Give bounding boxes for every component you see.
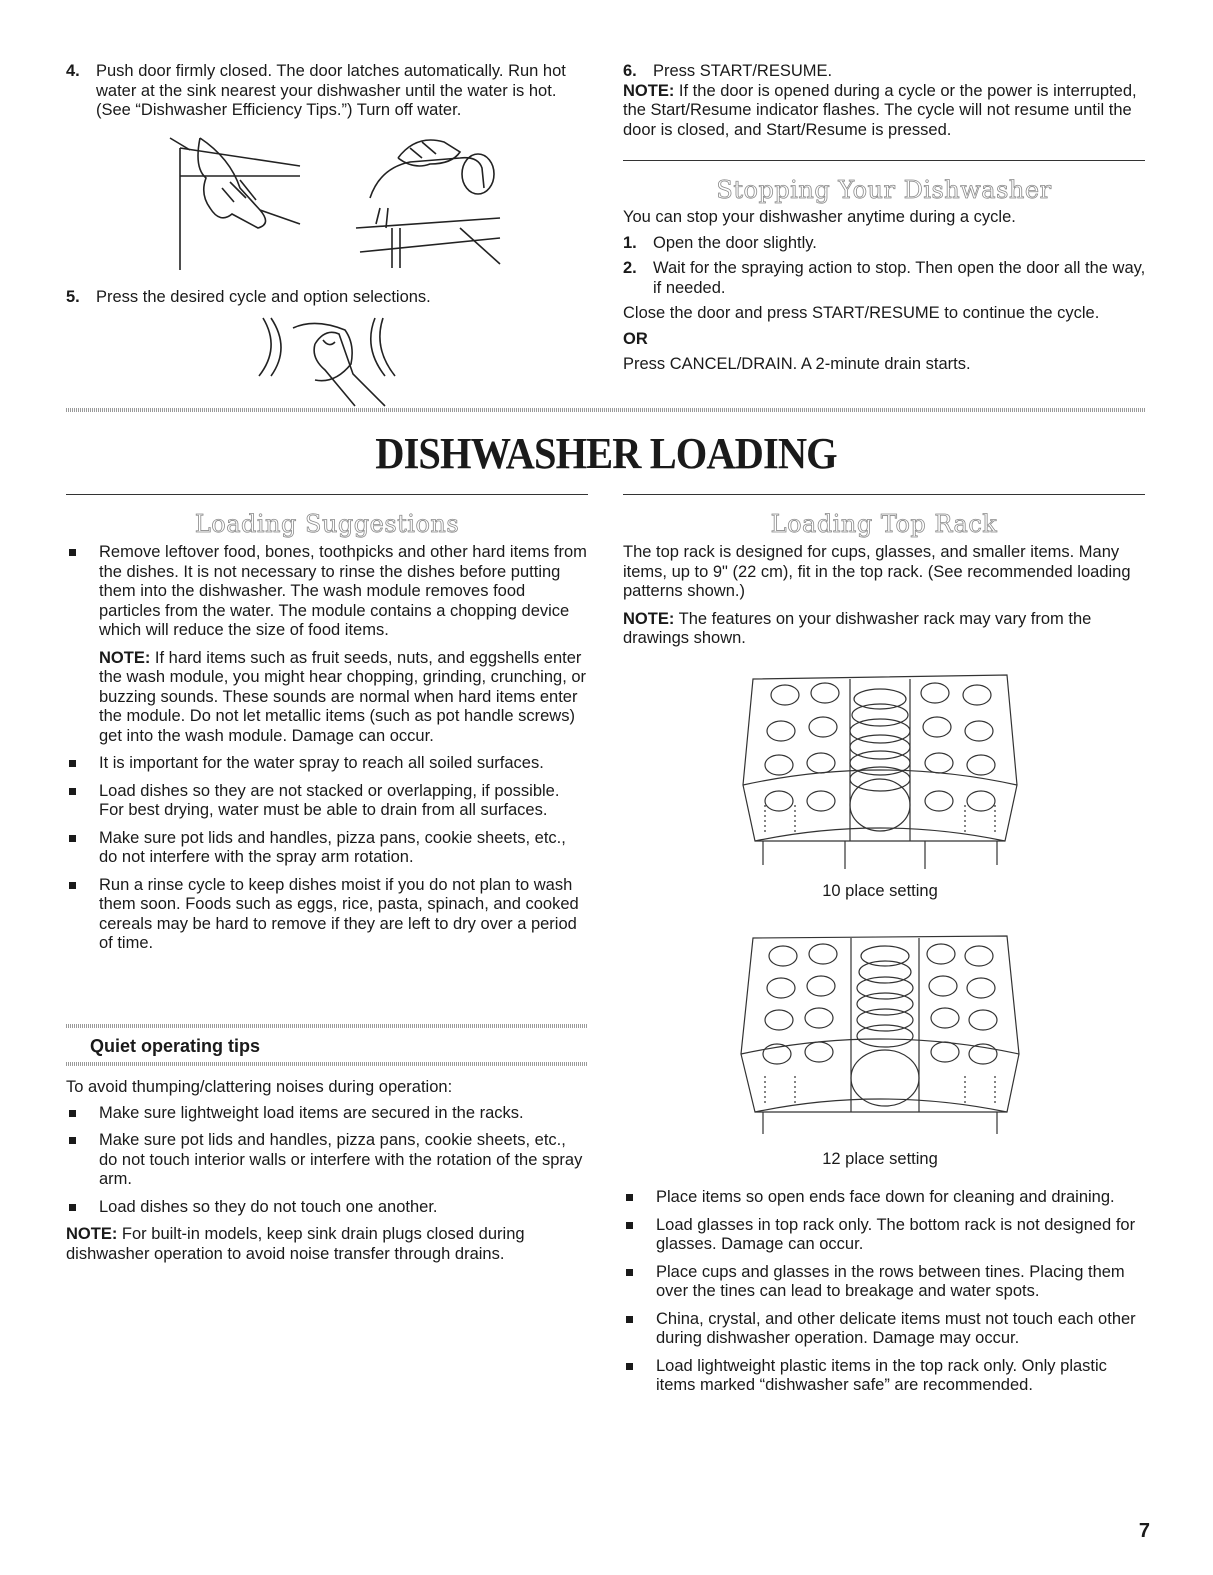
top-rack-list [623,1188,1148,1396]
step-text: Press START/RESUME. [653,62,833,80]
note-text: The features on your dishwasher rack may vary from the drawings shown. [623,609,1092,647]
press-button-illustration [255,314,405,414]
rack-12-place-setting-illustration [735,928,1025,1143]
wash-module-note [99,649,588,747]
step-number: 4. [66,62,80,80]
step-text: Press the desired cycle and option selections. [96,288,431,306]
bullet-icon [623,1216,656,1255]
loading-top-rack-heading: Loading Top Rack [770,510,998,538]
page-number: 7 [1138,1520,1150,1542]
list-item-text: Make sure pot lids and handles, pizza pans, cookie sheets, etc., do not interfere with the spray arm rotation. [99,828,566,866]
list-item-text: Make sure lightweight load items are secured in the racks. [99,1103,524,1122]
bullet-icon [623,1263,656,1302]
note-text: For built-in models, keep sink drain plugs closed during dishwasher operation to avoid noise transfer through drains. [66,1225,525,1263]
stopping-intro: You can stop your dishwasher anytime during a cycle. [623,208,1016,226]
top-left-column [66,62,588,121]
bullet-icon [623,1310,656,1349]
or-text: OR [623,329,648,348]
step-text: Push door firmly closed. The door latches automatically. Run hot water at the sink nearest your dishwasher until the water is hot. (See “Dishwasher Efficiency Tips.”) Turn off water. [96,62,566,119]
note-label: NOTE: [623,81,675,100]
bullet-icon [623,1188,656,1208]
note-label: NOTE: [623,609,675,628]
stopping-section [623,208,1148,375]
top-rack-intro: The top rack is designed for cups, glasses, and smaller items. Many items, up to 9" (22 cm), fit in the top rack. (See recommended loading patterns shown.) [623,543,1131,600]
bullet-icon [66,754,99,774]
step-number: 6. [623,62,637,80]
bullet-icon [66,876,99,954]
loading-suggestions-heading: Loading Suggestions [194,510,460,538]
drain-plug-note [66,1225,588,1264]
tips-dotted-rule-bottom [66,1062,588,1066]
list-item-text: Run a rinse cycle to keep dishes moist if you do not plan to wash them soon. Foods such as eggs, rice, pasta, spinach, and cooked cereals may be hard to remove if they are left to dry over a period of time. [99,875,579,952]
main-title: DISHWASHER LOADING [375,429,837,478]
stop-step-2 [623,259,1148,298]
list-item [623,1263,1148,1302]
rack-10-place-setting-illustration [735,665,1025,875]
list-item-text: Place items so open ends face down for cleaning and draining. [656,1188,1115,1206]
bullet-icon [66,1198,99,1218]
cancel-drain-text: Press CANCEL/DRAIN. A 2-minute drain starts. [623,355,971,373]
list-item-text: Load glasses in top rack only. The bottom rack is not designed for glasses. Damage can occur. [656,1215,1136,1253]
step-6 [623,62,1145,82]
quiet-tips-heading: Quiet operating tips [90,1036,261,1056]
list-item-text: Load lightweight plastic items in the top rack only. Only plastic items marked “dishwasher safe” are recommended. [656,1356,1107,1394]
note-text: If the door is opened during a cycle or the power is interrupted, the Start/Resume indicator flashes. The cycle will not resume until the door is closed, and Start/Resume is pressed. [623,81,1137,139]
list-item [66,782,588,821]
step-text: Wait for the spraying action to stop. Then open the door all the way, if needed. [653,259,1146,297]
note-label: NOTE: [99,648,151,667]
list-item-text: Load dishes so they do not touch one another. [99,1197,438,1216]
top-rack-intro-block [623,543,1148,649]
list-item [623,1310,1148,1349]
quiet-tips-intro: To avoid thumping/clattering noises during operation: [66,1078,453,1096]
list-item [66,543,588,746]
list-item-text: It is important for the water spray to reach all soiled surfaces. [99,754,544,772]
start-resume-note [623,82,1145,141]
step-text: Open the door slightly. [653,233,817,252]
quiet-tips-section [66,1078,588,1264]
step-4 [66,62,588,121]
bullet-icon [66,543,99,746]
step-number: 5. [66,288,80,306]
door-and-faucet-illustration [160,128,510,278]
close-door-text: Close the door and press START/RESUME to continue the cycle. [623,304,1100,322]
list-item-text: China, crystal, and other delicate items must not touch each other during dishwasher operation. Damage may occur. [656,1309,1136,1347]
list-item [66,876,588,954]
note-text: If hard items such as fruit seeds, nuts, and eggshells enter the wash module, you might hear chopping, grinding, crunching, or buzzing sounds. These sounds are normal when hard items enter the module. Do not let metallic items (such as pot handle screws) get into the wash module. Damage can occur. [99,648,587,745]
list-item [66,829,588,868]
note-label: NOTE: [66,1225,118,1243]
list-item-text: Remove leftover food, bones, toothpicks and other hard items from the dishes. It is not necessary to rinse the dishes before putting them into the dishwasher. The wash module removes food particles from the water. The module contains a chopping device which will reduce the size of food items. [99,543,587,639]
top-right-column [623,62,1145,140]
bullet-icon [66,1131,99,1190]
bullet-icon [623,1357,656,1396]
stop-step-1 [623,234,1148,254]
list-item-text: Make sure pot lids and handles, pizza pans, cookie sheets, etc., do not touch interior walls or interfere with the rotation of the spray arm. [99,1131,583,1188]
loading-suggestions-list [66,543,588,954]
stopping-heading: Stopping Your Dishwasher [716,176,1052,204]
title-dotted-rule [66,408,1146,412]
tips-dotted-rule-top [66,1024,588,1028]
list-item-text: Place cups and glasses in the rows between tines. Placing them over the tines can lead to breakage and water spots. [656,1262,1125,1300]
caption-10-place: 10 place setting [822,882,938,900]
step-5-block [66,288,588,308]
section-divider [623,160,1145,161]
caption-12-place: 12 place setting [822,1150,938,1168]
step-number: 2. [623,259,637,277]
list-item [623,1357,1148,1396]
list-item [623,1216,1148,1255]
bullet-icon [66,782,99,821]
list-item-text: Load dishes so they are not stacked or overlapping, if possible. For best drying, water must be able to drain from all surfaces. [99,781,560,819]
list-item [66,1198,588,1218]
section-divider [623,494,1145,495]
step-5 [66,288,588,308]
bullet-icon [66,829,99,868]
section-divider [66,494,588,495]
list-item [66,1104,588,1124]
list-item [623,1188,1148,1208]
list-item [66,1131,588,1190]
rack-features-note [623,610,1148,649]
list-item [66,754,588,774]
step-number: 1. [623,233,637,252]
bullet-icon [66,1104,99,1124]
